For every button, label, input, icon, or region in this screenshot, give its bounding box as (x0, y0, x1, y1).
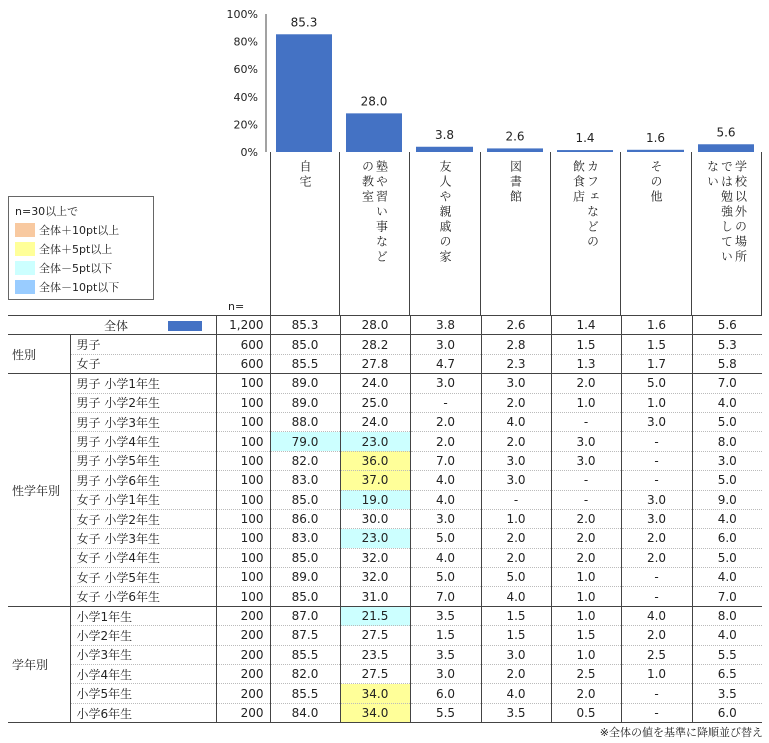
value-cell: - (621, 703, 692, 722)
value-cell: 3.0 (481, 374, 551, 393)
value-cell: 79.0 (270, 432, 340, 451)
footnote: ※全体の値を基準に降順並び替え (599, 726, 763, 739)
value-cell: 85.0 (270, 335, 340, 354)
n-value: 100 (216, 529, 270, 548)
value-cell: 2.0 (551, 684, 621, 703)
n-value: 100 (216, 490, 270, 509)
value-cell: 85.5 (270, 684, 340, 703)
table-row (8, 645, 762, 664)
value-cell: 1.7 (621, 354, 692, 373)
value-cell: 2.0 (481, 529, 551, 548)
column-header-label: 図書館 (508, 160, 523, 205)
value-cell: 4.7 (410, 354, 481, 373)
table-row (8, 665, 762, 684)
value-cell: 3.0 (551, 451, 621, 470)
value-cell: - (481, 490, 551, 509)
value-cell: - (621, 684, 692, 703)
value-cell: 24.0 (340, 412, 410, 431)
value-cell: 3.0 (410, 374, 481, 393)
value-cell: 8.0 (692, 432, 762, 451)
value-cell: 4.0 (692, 568, 762, 587)
value-cell: 4.0 (481, 684, 551, 703)
value-cell: 4.0 (481, 412, 551, 431)
legend-item (15, 279, 147, 295)
row-label: 女子 小学4年生 (70, 548, 216, 567)
bar (276, 34, 332, 152)
value-cell: 27.8 (340, 354, 410, 373)
value-cell: 3.0 (551, 432, 621, 451)
value-cell: - (551, 471, 621, 490)
legend-label: 全体－5pt以下 (39, 262, 113, 275)
value-cell: 4.0 (692, 393, 762, 412)
value-cell: - (621, 471, 692, 490)
value-cell: 1.5 (551, 626, 621, 645)
column-header-label: 友人や親戚の家 (438, 160, 452, 265)
value-cell: 3.0 (621, 412, 692, 431)
value-cell: 23.5 (340, 645, 410, 664)
value-cell: 21.5 (340, 606, 410, 625)
value-cell: 83.0 (270, 529, 340, 548)
value-cell: 4.0 (410, 548, 481, 567)
value-cell: 3.0 (621, 490, 692, 509)
row-label: 男子 小学6年生 (70, 471, 216, 490)
value-cell: 27.5 (340, 626, 410, 645)
value-cell: 7.0 (692, 587, 762, 606)
value-cell: 1.6 (621, 316, 692, 335)
value-cell: 85.0 (270, 548, 340, 567)
value-cell: 5.3 (692, 335, 762, 354)
value-cell: 5.5 (692, 645, 762, 664)
n-value: 200 (216, 645, 270, 664)
table-row (8, 412, 762, 431)
n-label: n= (228, 300, 245, 313)
table-row (8, 606, 762, 625)
value-cell: 5.0 (692, 412, 762, 431)
value-cell: 1.0 (551, 645, 621, 664)
value-cell: - (621, 587, 692, 606)
value-cell: 2.0 (551, 374, 621, 393)
legend-label: 全体＋5pt以上 (39, 243, 113, 256)
row-label: 女子 小学2年生 (70, 509, 216, 528)
value-cell: 1.0 (621, 393, 692, 412)
n-value: 200 (216, 703, 270, 722)
legend-swatch (15, 223, 35, 237)
value-cell: 3.0 (481, 645, 551, 664)
y-tick-label: 80% (233, 35, 258, 49)
value-cell: 5.0 (481, 568, 551, 587)
value-cell: 4.0 (481, 587, 551, 606)
value-cell: 85.5 (270, 354, 340, 373)
n-value: 1,200 (216, 316, 270, 335)
column-header (410, 152, 481, 315)
row-label: 小学2年生 (70, 626, 216, 645)
group-label: 性別 (8, 335, 70, 374)
value-cell: 2.0 (481, 665, 551, 684)
table-row (8, 509, 762, 528)
value-cell: 85.0 (270, 490, 340, 509)
value-cell: 30.0 (340, 509, 410, 528)
table-row (8, 548, 762, 567)
value-cell: 3.0 (410, 335, 481, 354)
column-header (551, 152, 621, 315)
value-cell: 3.8 (410, 316, 481, 335)
row-label: 男子 (70, 335, 216, 354)
row-label: 女子 (70, 354, 216, 373)
value-cell: 2.0 (410, 412, 481, 431)
data-table (8, 315, 762, 723)
table-row (8, 471, 762, 490)
group-label: 学年別 (8, 606, 70, 722)
row-label: 男子 小学5年生 (70, 451, 216, 470)
value-cell: 3.5 (481, 703, 551, 722)
value-cell: 2.0 (481, 548, 551, 567)
n-value: 100 (216, 374, 270, 393)
n-value: 200 (216, 684, 270, 703)
value-cell: 85.3 (270, 316, 340, 335)
bar-value-label: 1.6 (645, 130, 666, 145)
value-cell: 1.4 (551, 316, 621, 335)
value-cell: 1.0 (481, 509, 551, 528)
value-cell: 85.0 (270, 587, 340, 606)
value-cell: 34.0 (340, 684, 410, 703)
n-value: 100 (216, 471, 270, 490)
legend-title: n=30以上で (15, 205, 79, 218)
y-tick-label: 100% (226, 8, 258, 21)
value-cell: 2.3 (481, 354, 551, 373)
row-label: 小学6年生 (70, 703, 216, 722)
value-cell: 27.5 (340, 665, 410, 684)
table-row (8, 432, 762, 451)
value-cell: 2.0 (621, 626, 692, 645)
value-cell: 1.0 (551, 393, 621, 412)
value-cell: 5.0 (692, 548, 762, 567)
n-value: 200 (216, 665, 270, 684)
n-value: 100 (216, 587, 270, 606)
value-cell: 5.8 (692, 354, 762, 373)
value-cell: 5.6 (692, 316, 762, 335)
table-row (8, 703, 762, 722)
value-cell: 89.0 (270, 568, 340, 587)
value-cell: 1.0 (551, 568, 621, 587)
row-label: 小学5年生 (70, 684, 216, 703)
n-value: 100 (216, 509, 270, 528)
table-row (8, 626, 762, 645)
bar-value-label: 85.3 (290, 15, 318, 30)
value-cell: 3.0 (410, 509, 481, 528)
value-cell: 28.2 (340, 335, 410, 354)
value-cell: - (410, 393, 481, 412)
value-cell: 4.0 (410, 471, 481, 490)
row-label: 小学4年生 (70, 665, 216, 684)
value-cell: 2.0 (551, 529, 621, 548)
value-cell: 3.0 (621, 509, 692, 528)
group-label: 性学年別 (8, 374, 70, 607)
value-cell: 32.0 (340, 568, 410, 587)
value-cell: 32.0 (340, 548, 410, 567)
row-label: 男子 小学4年生 (70, 432, 216, 451)
value-cell: 2.0 (410, 432, 481, 451)
table-row (8, 587, 762, 606)
value-cell: 84.0 (270, 703, 340, 722)
n-value: 100 (216, 412, 270, 431)
value-cell: 31.0 (340, 587, 410, 606)
row-label: 男子 小学1年生 (70, 374, 216, 393)
table-row (8, 354, 762, 373)
value-cell: 4.0 (621, 606, 692, 625)
bar (346, 113, 402, 152)
row-label-text: 全体 (104, 318, 129, 333)
value-cell: 87.0 (270, 606, 340, 625)
value-cell: 2.0 (551, 509, 621, 528)
table-row (8, 451, 762, 470)
y-tick-label: 40% (233, 90, 258, 104)
n-value: 100 (216, 568, 270, 587)
table-row (8, 684, 762, 703)
n-value: 600 (216, 354, 270, 373)
value-cell: 5.0 (621, 374, 692, 393)
legend-swatch (15, 242, 35, 256)
value-cell: 28.0 (340, 316, 410, 335)
value-cell: 1.5 (621, 335, 692, 354)
value-cell: 4.0 (692, 509, 762, 528)
value-cell: 89.0 (270, 374, 340, 393)
legend (8, 196, 154, 300)
value-cell: 83.0 (270, 471, 340, 490)
total-bar-swatch (168, 321, 202, 331)
value-cell: 1.0 (551, 606, 621, 625)
table-row (8, 393, 762, 412)
value-cell: 2.0 (621, 548, 692, 567)
value-cell: 2.0 (481, 393, 551, 412)
value-cell: 23.0 (340, 432, 410, 451)
value-cell: 1.0 (551, 587, 621, 606)
value-cell: 6.5 (692, 665, 762, 684)
value-cell: 3.5 (410, 645, 481, 664)
value-cell: 1.5 (481, 626, 551, 645)
value-cell: - (621, 451, 692, 470)
value-cell: 1.3 (551, 354, 621, 373)
table-row (8, 568, 762, 587)
value-cell: 2.0 (621, 529, 692, 548)
value-cell: 36.0 (340, 451, 410, 470)
value-cell: 2.0 (481, 432, 551, 451)
legend-item (15, 222, 147, 238)
value-cell: 82.0 (270, 665, 340, 684)
legend-item (15, 260, 147, 276)
column-header-label: その他 (649, 160, 663, 205)
value-cell: 5.5 (410, 703, 481, 722)
table-row (8, 490, 762, 509)
column-header-label: 学校以外の場所 では勉強してい ない (705, 160, 748, 265)
value-cell: 4.0 (410, 490, 481, 509)
legend-label: 全体＋10pt以上 (39, 224, 120, 237)
value-cell: 23.0 (340, 529, 410, 548)
value-cell: 25.0 (340, 393, 410, 412)
y-tick-label: 20% (233, 118, 258, 132)
value-cell: 5.0 (410, 529, 481, 548)
y-tick-label: 60% (233, 63, 258, 77)
table-row-total (8, 316, 762, 335)
value-cell: 0.5 (551, 703, 621, 722)
value-cell: 2.5 (551, 665, 621, 684)
bar-value-label: 28.0 (360, 94, 388, 109)
value-cell: 5.0 (692, 471, 762, 490)
value-cell: 19.0 (340, 490, 410, 509)
value-cell: 86.0 (270, 509, 340, 528)
y-tick-label: 0% (240, 146, 258, 159)
value-cell: 2.6 (481, 316, 551, 335)
column-header (481, 152, 551, 315)
value-cell: 3.5 (410, 606, 481, 625)
value-cell: 82.0 (270, 451, 340, 470)
column-header (270, 152, 340, 315)
value-cell: 1.0 (621, 665, 692, 684)
value-cell: 87.5 (270, 626, 340, 645)
bar (698, 144, 754, 152)
value-cell: 6.0 (692, 703, 762, 722)
value-cell: 7.0 (410, 587, 481, 606)
bar-value-label: 3.8 (434, 127, 455, 142)
legend-label: 全体－10pt以下 (39, 281, 120, 294)
value-cell: 8.0 (692, 606, 762, 625)
row-label: 女子 小学5年生 (70, 568, 216, 587)
row-label: 男子 小学2年生 (70, 393, 216, 412)
n-value: 100 (216, 393, 270, 412)
row-label: 男子 小学3年生 (70, 412, 216, 431)
value-cell: 9.0 (692, 490, 762, 509)
value-cell: 3.0 (481, 451, 551, 470)
row-label (8, 316, 216, 335)
row-label: 女子 小学1年生 (70, 490, 216, 509)
n-value: 600 (216, 335, 270, 354)
table-row (8, 374, 762, 393)
column-header (621, 152, 692, 315)
n-value: 200 (216, 606, 270, 625)
value-cell: 37.0 (340, 471, 410, 490)
table-row (8, 335, 762, 354)
column-header (692, 152, 762, 315)
value-cell: - (621, 432, 692, 451)
bar-value-label: 1.4 (575, 131, 595, 146)
value-cell: 7.0 (692, 374, 762, 393)
value-cell: 6.0 (692, 529, 762, 548)
value-cell: 34.0 (340, 703, 410, 722)
value-cell: 24.0 (340, 374, 410, 393)
table-row (8, 529, 762, 548)
bar-value-label: 2.6 (505, 129, 525, 144)
value-cell: 5.0 (410, 568, 481, 587)
value-cell: 3.0 (692, 451, 762, 470)
value-cell: 3.0 (410, 665, 481, 684)
bar-value-label: 5.6 (716, 125, 736, 140)
legend-item (15, 241, 147, 257)
value-cell: 7.0 (410, 451, 481, 470)
value-cell: - (621, 568, 692, 587)
value-cell: 2.8 (481, 335, 551, 354)
row-label: 女子 小学6年生 (70, 587, 216, 606)
value-cell: 3.5 (692, 684, 762, 703)
row-label: 小学3年生 (70, 645, 216, 664)
row-label: 女子 小学3年生 (70, 529, 216, 548)
value-cell: 2.0 (551, 548, 621, 567)
n-value: 200 (216, 626, 270, 645)
row-label: 小学1年生 (70, 606, 216, 625)
value-cell: 1.5 (410, 626, 481, 645)
legend-swatch (15, 261, 35, 275)
value-cell: 6.0 (410, 684, 481, 703)
column-header (340, 152, 410, 315)
bar-chart (0, 0, 769, 160)
value-cell: 3.0 (481, 471, 551, 490)
value-cell: 1.5 (551, 335, 621, 354)
value-cell: - (551, 412, 621, 431)
value-cell: 89.0 (270, 393, 340, 412)
n-value: 100 (216, 451, 270, 470)
n-value: 100 (216, 548, 270, 567)
value-cell: 4.0 (692, 626, 762, 645)
legend-swatch (15, 280, 35, 294)
value-cell: 1.5 (481, 606, 551, 625)
value-cell: 2.5 (621, 645, 692, 664)
column-header-label: カフェなどの 飲食店 (571, 160, 600, 250)
n-value: 100 (216, 432, 270, 451)
column-header-label: 自宅 (298, 160, 312, 190)
value-cell: - (551, 490, 621, 509)
value-cell: 88.0 (270, 412, 340, 431)
value-cell: 85.5 (270, 645, 340, 664)
column-header-label: 塾や習い事など の教室 (360, 160, 389, 265)
